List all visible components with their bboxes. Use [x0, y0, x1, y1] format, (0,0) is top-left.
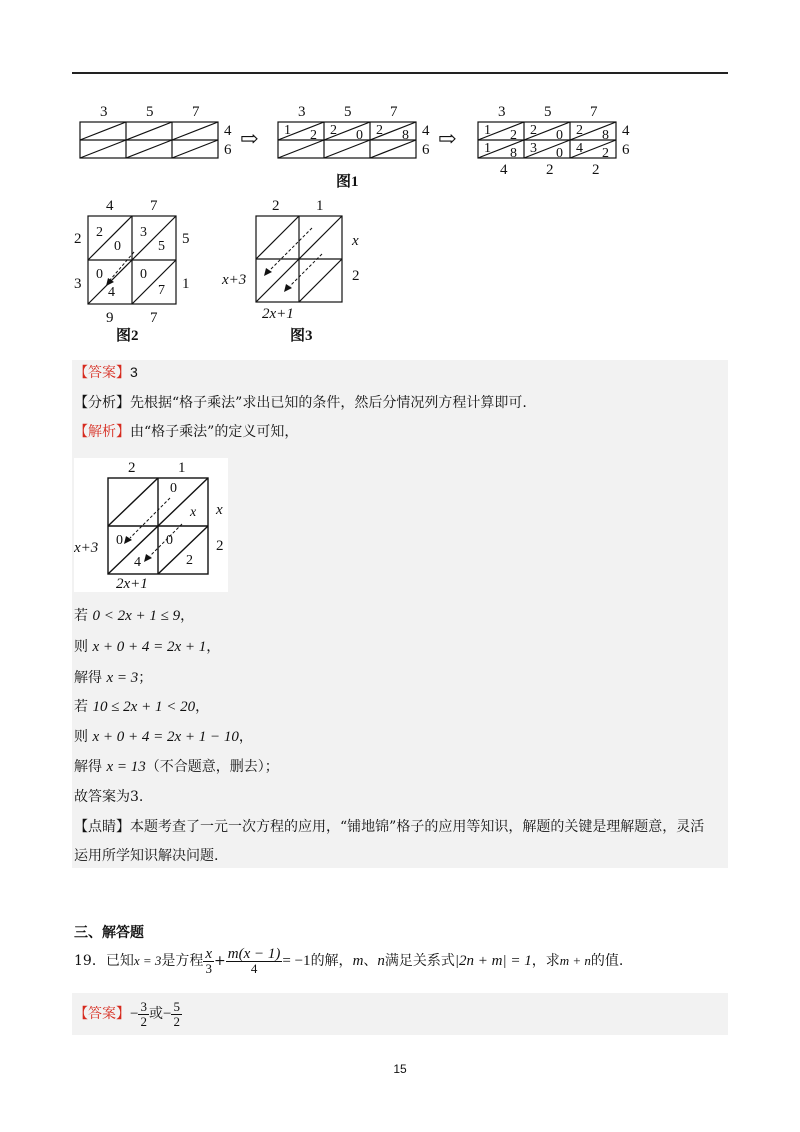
fig1-c-bottom-1: 2 — [546, 162, 554, 178]
fig1-a-right-0: 4 — [224, 123, 232, 139]
q19-abs: |2n + m| = 1 — [454, 953, 532, 969]
fig1-c-bottom-0: 4 — [500, 162, 508, 178]
answer-2-neg: − — [130, 1006, 139, 1022]
fig2-bottom-0: 9 — [106, 310, 114, 326]
fig1-b-cell: 0 — [356, 128, 363, 143]
header-rule — [72, 72, 728, 74]
step-text: 则 — [74, 729, 88, 745]
fig3-right-0: x — [352, 233, 359, 249]
sol-cell: 2 — [186, 553, 193, 568]
figure-2-caption: 图2 — [116, 328, 139, 344]
step-text: （不合题意，删去）； — [145, 759, 279, 775]
fig1-c-cell: 2 — [576, 123, 583, 138]
comment-tag: 【点睛】 — [74, 819, 130, 835]
fig2-cell: 5 — [158, 239, 165, 254]
fig2-cell: 7 — [158, 283, 165, 298]
fig1-c-cell: 0 — [556, 146, 563, 161]
q19-n: n — [377, 953, 385, 969]
fig1-b-right-1: 6 — [422, 142, 430, 158]
q19-fraction-1: $\frac{x}{3}$ — [205, 945, 213, 976]
fig1-b-right-0: 4 — [422, 123, 430, 139]
fig1-c-cell: 3 — [530, 141, 537, 156]
fig1-c-bottom-2: 2 — [592, 162, 600, 178]
fig1-c-cell: 2 — [602, 146, 609, 161]
step-3 — [74, 668, 152, 688]
answer-2-frac-2: $\frac{5}{2}$ — [173, 998, 180, 1029]
fig1-b-cell: 1 — [284, 123, 291, 138]
q19-plus: + — [214, 953, 226, 969]
explanation-text: 由“格子乘法”的定义可知， — [130, 424, 299, 440]
page-number: 15 — [393, 1062, 407, 1076]
fig2-cell: 0 — [96, 267, 103, 282]
fig1-c-cell: 4 — [576, 141, 583, 156]
step-text: 解得 — [74, 759, 102, 775]
step-5 — [74, 727, 253, 747]
fig2-top-0: 4 — [106, 198, 114, 214]
explanation-line — [74, 422, 298, 442]
sol-cell: 0 — [170, 481, 177, 496]
comment-line-1 — [74, 817, 704, 837]
q19-text: 的值. — [590, 953, 624, 969]
answer-2-frac-1: $\frac{3}{2}$ — [140, 998, 147, 1029]
fig2-cell: 2 — [96, 225, 103, 240]
q19-target: m + n — [559, 953, 591, 968]
fig1-c-cell: 8 — [510, 146, 517, 161]
fig1-c-cell: 8 — [602, 128, 609, 143]
fig1-b-top-0: 3 — [298, 104, 306, 120]
fig1-c-top-1: 5 — [544, 104, 552, 120]
fig3-left: x+3 — [222, 272, 247, 288]
fig2-right-0: 5 — [182, 231, 190, 247]
q19-m: m — [352, 953, 364, 969]
fig1-c-right-0: 4 — [622, 123, 630, 139]
fig2-cell: 0 — [140, 267, 147, 282]
fig3-top-0: 2 — [272, 198, 280, 214]
q19-fraction-2: $\frac{m(x - 1)}{4}$ — [227, 945, 281, 976]
figure-3 — [218, 198, 378, 348]
fig1-a-right-1: 6 — [224, 142, 232, 158]
answer-2-line — [74, 997, 182, 1031]
sol-top-0: 2 — [128, 460, 136, 476]
sol-bottom: 2x+1 — [116, 576, 148, 592]
fig3-top-1: 1 — [316, 198, 324, 214]
step-math: x = 13 — [106, 759, 146, 775]
fig3-right-1: 2 — [352, 268, 360, 284]
q19-text: ，求 — [531, 953, 560, 969]
fig1-b-top-2: 7 — [390, 104, 398, 120]
fig2-cell: 3 — [140, 225, 147, 240]
q19-text: 满足关系式 — [384, 953, 455, 969]
fig1-c-cell: 0 — [556, 128, 563, 143]
step-math: x + 0 + 4 = 2x + 1 − 10 — [92, 729, 239, 745]
fig1-b-cell: 2 — [376, 123, 383, 138]
figure-1 — [74, 98, 654, 198]
fig1-a-top-1: 5 — [146, 104, 154, 120]
solution-figure — [74, 458, 228, 592]
fig1-a-top-0: 3 — [100, 104, 108, 120]
step-text: ， — [238, 729, 253, 745]
step-text: 若 — [74, 699, 88, 715]
sol-cell: 4 — [134, 555, 141, 570]
figure-1-grid-a — [80, 122, 218, 158]
answer-value: 3 — [130, 364, 138, 380]
step-text: 若 — [74, 608, 88, 624]
q19-text: 是方程 — [161, 953, 204, 969]
step-text: 故答案为3. — [74, 789, 144, 805]
comment-text-2: 运用所学知识解决问题. — [74, 848, 219, 864]
fig1-c-top-2: 7 — [590, 104, 598, 120]
sol-left: x+3 — [74, 540, 99, 556]
answer-2-or: 或 — [148, 1006, 163, 1022]
figure-2 — [72, 198, 202, 348]
analysis-line — [74, 393, 527, 413]
fig2-cell: 0 — [114, 239, 121, 254]
step-6 — [74, 757, 279, 777]
q19-condition: x = 3 — [133, 953, 162, 968]
answer-line — [74, 362, 138, 383]
fig1-c-cell: 1 — [484, 141, 491, 156]
step-1 — [74, 606, 194, 626]
sol-right-0: x — [216, 502, 223, 518]
question-19 — [74, 944, 623, 978]
fig2-right-1: 1 — [182, 276, 190, 292]
fig1-c-cell: 2 — [510, 128, 517, 143]
analysis-tag: 【分析】 — [74, 395, 130, 411]
arrow-icon: ⇨ — [240, 126, 259, 151]
fig2-left-0: 2 — [74, 231, 82, 247]
step-text: ， — [195, 699, 210, 715]
comment-text-1: 本题考查了一元一次方程的应用，“铺地锦”格子的应用等知识，解题的关键是理解题意，灵活 — [130, 819, 705, 835]
step-4 — [74, 697, 209, 717]
fig1-c-cell: 1 — [484, 123, 491, 138]
comment-line-2 — [74, 846, 218, 866]
answer-2-tag: 【答案】 — [74, 1006, 130, 1022]
answer-2-neg: − — [162, 1006, 172, 1022]
step-text: ； — [138, 670, 153, 686]
analysis-text: 先根据“格子乘法”求出已知的条件，然后分情况列方程计算即可. — [130, 395, 527, 411]
step-text: 则 — [74, 639, 88, 655]
step-7 — [74, 787, 143, 807]
fig2-cell: 4 — [108, 285, 115, 300]
q19-number: 19．已知 — [74, 953, 134, 969]
q19-rhs: = −1 — [282, 953, 311, 969]
q19-sep: 、 — [363, 953, 378, 969]
answer-tag: 【答案】 — [74, 365, 130, 381]
step-math: x + 0 + 4 = 2x + 1 — [92, 639, 207, 655]
fig3-bottom: 2x+1 — [262, 306, 294, 322]
sol-cell: 0 — [166, 533, 173, 548]
figure-3-caption: 图3 — [290, 328, 313, 344]
figure-1-caption: 图1 — [336, 174, 359, 190]
fig1-b-cell: 2 — [310, 128, 317, 143]
step-math: 0 < 2x + 1 ≤ 9 — [92, 608, 181, 624]
step-text: ， — [180, 608, 195, 624]
explanation-tag: 【解析】 — [74, 424, 130, 440]
step-math: x = 3 — [106, 670, 139, 686]
fig1-b-top-1: 5 — [344, 104, 352, 120]
arrow-icon: ⇨ — [438, 126, 457, 151]
sol-cell: x — [190, 505, 197, 520]
step-2 — [74, 637, 220, 657]
section-title: 三、解答题 — [74, 925, 144, 941]
fig2-left-1: 3 — [74, 276, 82, 292]
figure-1-grid-b — [278, 122, 416, 158]
fig1-a-top-2: 7 — [192, 104, 200, 120]
fig2-top-1: 7 — [150, 198, 158, 214]
fig1-c-cell: 2 — [530, 123, 537, 138]
step-math: 10 ≤ 2x + 1 < 20 — [92, 699, 196, 715]
figure-1-grid-c — [478, 122, 616, 158]
fig1-c-right-1: 6 — [622, 142, 630, 158]
fig2-bottom-1: 7 — [150, 310, 158, 326]
q19-text: 的解， — [310, 953, 353, 969]
sol-cell: 0 — [116, 533, 123, 548]
sol-right-1: 2 — [216, 538, 224, 554]
fig1-b-cell: 2 — [330, 123, 337, 138]
fig1-b-cell: 8 — [402, 128, 409, 143]
step-text: ， — [206, 639, 221, 655]
sol-top-1: 1 — [178, 460, 186, 476]
step-text: 解得 — [74, 670, 102, 686]
fig1-c-top-0: 3 — [498, 104, 506, 120]
